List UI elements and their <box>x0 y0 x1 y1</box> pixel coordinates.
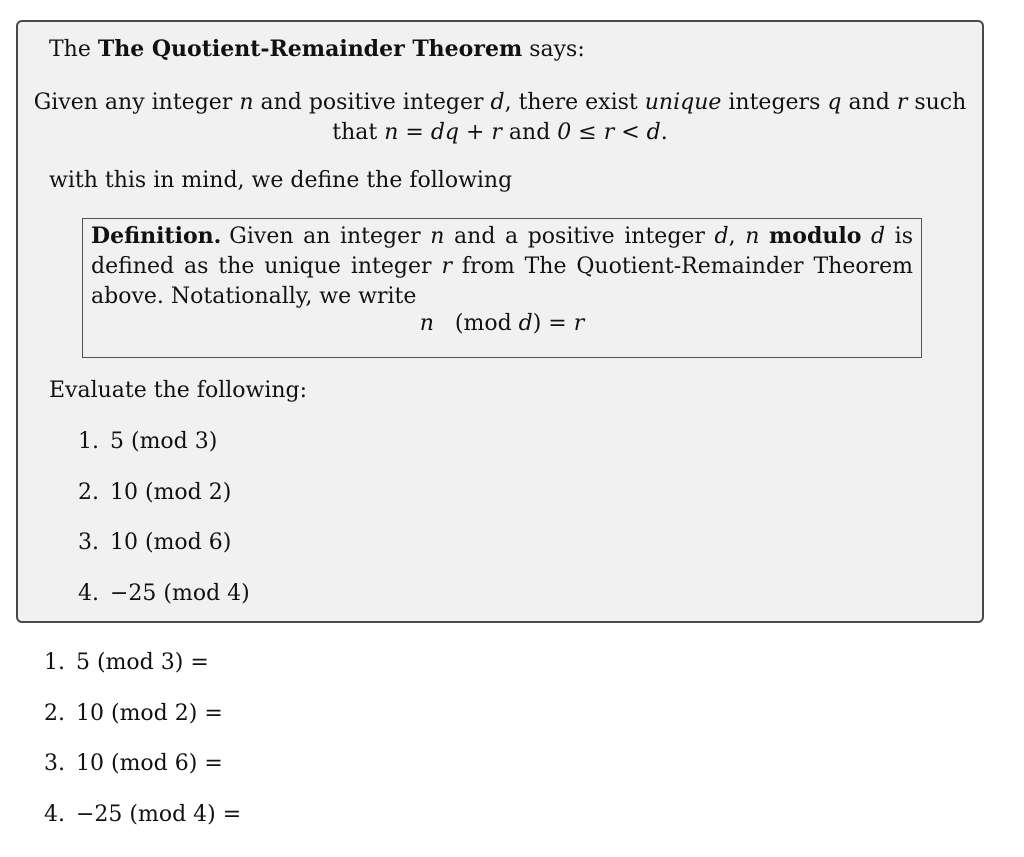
math-r: r <box>441 254 452 279</box>
inequality-remainder: 0 ≤ r < d <box>557 120 661 145</box>
emphasis-unique: unique <box>644 90 722 115</box>
definition-text: Given an integer <box>229 224 431 249</box>
math-n: n <box>430 224 445 249</box>
item-number: 1. <box>44 650 65 675</box>
answer-expression: 10 (mod 2) = <box>76 700 223 726</box>
math-q: q <box>827 90 842 115</box>
definition-text: from The Quotient-Remainder Theorem above. Notationally, we write <box>91 254 914 309</box>
statement-text: . <box>660 120 668 145</box>
theorem-name: The Quotient-Remainder Theorem <box>97 36 523 62</box>
item-number: 2. <box>78 479 99 505</box>
question-list <box>78 427 250 629</box>
theorem-statement <box>28 88 972 148</box>
intro-suffix: says: <box>522 37 585 62</box>
math-n: n <box>419 311 434 336</box>
question-item <box>78 478 250 529</box>
definition-heading: Definition. <box>91 223 222 249</box>
math-r: r <box>573 311 585 336</box>
math-n: n <box>745 224 760 249</box>
item-number: 3. <box>78 530 99 555</box>
definition-formula <box>83 311 921 336</box>
definition-text: and a positive integer <box>444 224 715 249</box>
question-expression: 5 (mod 3) <box>110 429 218 454</box>
transition-text: with this in mind, we define the following <box>49 168 513 193</box>
item-number: 3. <box>44 751 65 776</box>
answer-expression: 10 (mod 6) = <box>76 751 223 776</box>
formula-text: ) = <box>532 311 574 336</box>
math-d: d <box>490 90 505 115</box>
answer-item[interactable] <box>44 699 241 750</box>
statement-text: and positive integer <box>253 90 491 115</box>
item-number: 4. <box>44 801 65 827</box>
answer-list <box>44 648 241 850</box>
statement-text: such that <box>332 90 967 145</box>
math-d: d <box>518 311 533 336</box>
math-n: n <box>239 90 254 115</box>
math-r: r <box>896 90 908 115</box>
evaluate-prompt: Evaluate the following: <box>49 378 308 403</box>
question-item <box>78 579 250 630</box>
question-item <box>78 528 250 579</box>
math-d: d <box>714 224 729 249</box>
definition-box <box>82 218 922 358</box>
definition-text: , <box>728 224 746 249</box>
math-d: d <box>870 224 886 249</box>
answer-expression: −25 (mod 4) = <box>76 801 242 827</box>
statement-text: Given any integer <box>33 90 240 115</box>
statement-text: and <box>841 90 897 115</box>
item-number: 2. <box>44 700 65 726</box>
item-number: 1. <box>78 429 99 454</box>
definition-text: is defined as the unique integer <box>91 224 913 279</box>
question-expression: 10 (mod 6) <box>110 530 232 555</box>
item-number: 4. <box>78 580 99 606</box>
statement-text: integers <box>721 90 828 115</box>
question-item <box>78 427 250 478</box>
definition-paragraph <box>91 221 913 312</box>
answer-item[interactable] <box>44 648 241 699</box>
formula-text: (mod <box>454 311 519 336</box>
term-modulo: modulo <box>769 223 862 249</box>
equation-division: n = dq + r <box>384 120 502 145</box>
statement-text: , there exist <box>504 90 645 115</box>
question-expression: −25 (mod 4) <box>110 580 250 606</box>
answer-expression: 5 (mod 3) = <box>76 650 209 675</box>
intro-prefix: The <box>49 37 98 62</box>
statement-text: and <box>501 120 558 145</box>
intro-line <box>49 36 585 62</box>
question-expression: 10 (mod 2) <box>110 479 232 505</box>
problem-panel <box>16 20 984 623</box>
answer-item[interactable] <box>44 749 241 800</box>
answer-item[interactable] <box>44 800 241 851</box>
